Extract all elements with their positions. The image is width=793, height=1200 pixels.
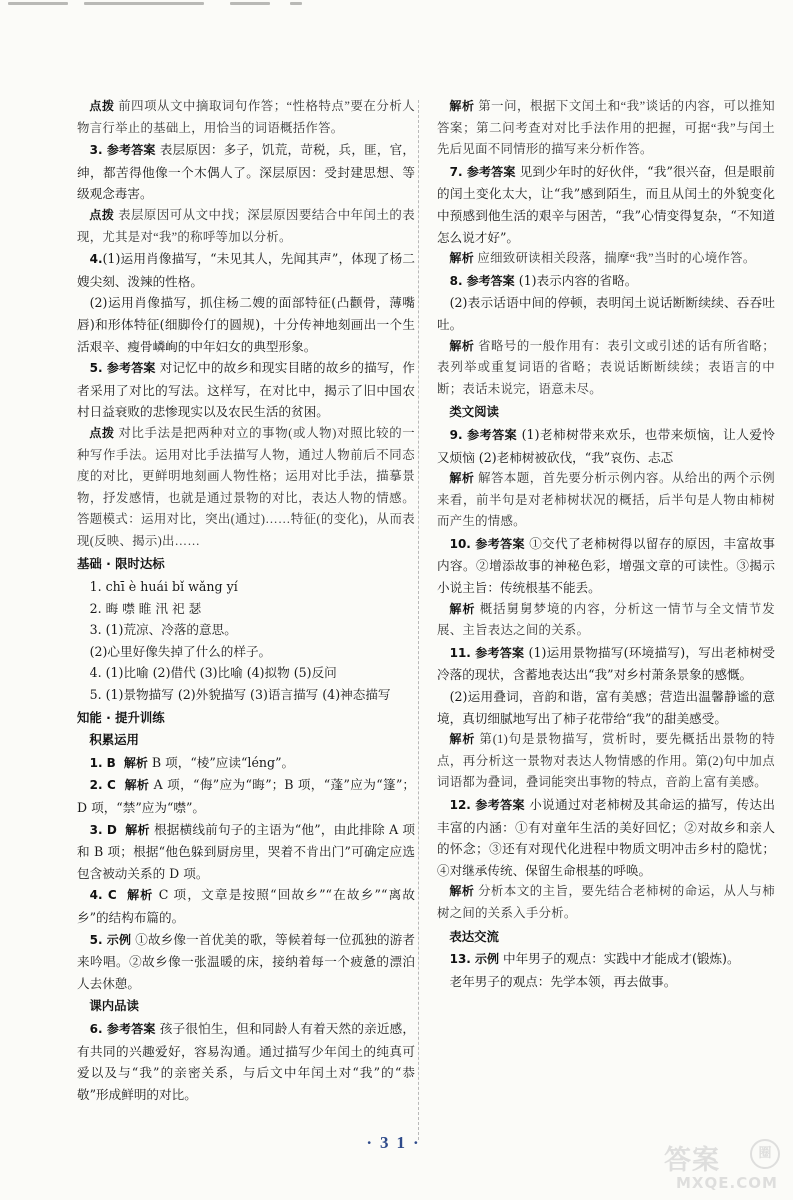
analysis-label: 解析 bbox=[449, 471, 475, 486]
answer-text: 省略号的一般作用有：表引文或引述的话有所省略；表列举或重复词语的省略；表说话断断续续；表语言的中断；表话未说完，语意未尽。 bbox=[437, 338, 775, 396]
answer-r10 bbox=[437, 599, 775, 642]
answer-label: 5. 示例 bbox=[89, 932, 132, 947]
section-heading: 知能 · 提升训练 bbox=[77, 709, 165, 725]
answer-a6 bbox=[77, 1018, 415, 1105]
answer-text: 孩子很怕生，但和同龄人有着天然的亲近感，有共同的兴趣爱好，容易沟通。通过描写少年闰土的纯真可爱以及与“我”的亲密关系，与后文中年闰土对“我”的“恭敬”形成鲜明的对比。 bbox=[77, 1020, 416, 1102]
answer-text: (2)运用叠词，音韵和谐，富有美感；营造出温馨静谧的意境，真切细腻地写出了柿子花带给“我”的甜美感受。 bbox=[437, 689, 775, 726]
answer-label: 12. 参考答案 bbox=[449, 798, 525, 812]
answer-label: 13. 示例 bbox=[449, 952, 500, 967]
answer-text: 应细致研读相关段落，揣摩“我”当时的心境作答。 bbox=[477, 251, 756, 266]
analysis-label: 解析 bbox=[449, 251, 474, 266]
answer-label: 9. 参考答案 bbox=[449, 427, 518, 442]
answer-label: 1. B bbox=[89, 755, 116, 770]
answer-text: (1)运用景物描写(环境描写)，写出老柿树受冷落的现状，含蓄地表达出“我”对乡村萧条景象的感慨。 bbox=[437, 644, 776, 683]
watermark-url: MXQE.COM bbox=[676, 1174, 778, 1192]
answer-label: 10. 参考答案 bbox=[449, 536, 525, 551]
answer-text: 解答本题，首先要分析示例内容。从给出的两个示例来看，前半句是对老柿树状况的概括，后半句是人物由柿树而产生的情感。 bbox=[437, 471, 775, 529]
answer-q1: 1. chī è huái bǐ wǎng yí bbox=[89, 579, 238, 595]
answer-r1 bbox=[437, 96, 775, 161]
subsection-heading: 类文阅读 bbox=[449, 404, 499, 420]
subsection-heading: 课内品读 bbox=[89, 998, 139, 1014]
right-column bbox=[437, 96, 775, 992]
answer-text: 对记忆中的故乡和现实目睹的故乡的描写，作者采用了对比的写法。这样写，在对比中，揭示了旧中国农村日益衰败的悲惨现实以及农民生活的贫困。 bbox=[77, 360, 416, 420]
answer-r15 bbox=[437, 881, 775, 924]
watermark-badge: 圈 bbox=[750, 1139, 780, 1169]
answer-p6 bbox=[77, 357, 415, 423]
answer-label: 3. 参考答案 bbox=[89, 143, 156, 158]
answer-r9 bbox=[437, 533, 775, 599]
answer-text: (1)老柿树带来欢乐，也带来烦恼，让人爱怜又烦恼 (2)老柿树被砍伐，“我”哀伤、忐忑 bbox=[437, 426, 775, 465]
answer-label: 4. C bbox=[89, 888, 117, 903]
answer-text: 前四项从文中摘取词句作答；“性格特点”要在分析人物言行举止的基础上，用恰当的词语概括作答。 bbox=[77, 99, 415, 135]
answer-text: 根据横线前句子的主语为“他”，由此排除 A 项和 B 项；根据“他色躲到厨房里，哭着不肯出门”可确定应选包含被动关系的 D 项。 bbox=[77, 821, 415, 881]
answer-label: 2. C bbox=[89, 778, 116, 793]
analysis-label: 解析 bbox=[449, 732, 476, 747]
answer-label: 4. bbox=[89, 252, 103, 267]
answer-text: 第一问，根据下文闰土和“我”谈话的内容，可以推知答案；第二问考查对对比手法作用的把握，可据“我”与闰土先后见面不同情形的描写来分析作答。 bbox=[437, 99, 775, 157]
column-divider bbox=[418, 100, 419, 1140]
answer-p4 bbox=[77, 248, 415, 292]
answer-p1 bbox=[77, 96, 415, 139]
answer-r8 bbox=[437, 468, 775, 533]
answer-label: 3. D bbox=[89, 822, 117, 837]
answer-r12 bbox=[437, 686, 775, 729]
left-column bbox=[77, 96, 415, 1105]
answer-a2 bbox=[77, 774, 415, 818]
answer-text: 表层原因：多子，饥荒，苛税，兵，匪，官，绅，都苦得他像一个木偶人了。深层原因：受封建思想、等级观念毒害。 bbox=[77, 142, 416, 202]
analysis-label: 解析 bbox=[449, 99, 475, 113]
answer-text: (1)运用肖像描写，“未见其人，先闻其声”，体现了杨二嫂尖刻、泼辣的性格。 bbox=[77, 251, 415, 289]
answer-label: 11. 参考答案 bbox=[449, 645, 525, 660]
answer-text: B 项，“棱”应读“léng”。 bbox=[151, 754, 295, 770]
watermark-text: 答案 bbox=[664, 1145, 720, 1176]
answer-text: 第(1)句是景物描写，赏析时，要先概括出景物的特点，再分析这一景物对表达人物情感的作用。第(2)句中加点词语都为叠词，叠词能突出事物的特点，音韵上富有美感。 bbox=[437, 732, 775, 790]
answer-p3 bbox=[77, 205, 415, 248]
answer-label: 5. 参考答案 bbox=[89, 361, 156, 376]
answer-r6 bbox=[437, 336, 775, 401]
answer-q3b: (2)心里好像失掉了什么的样子。 bbox=[89, 643, 272, 659]
answer-r7 bbox=[437, 424, 775, 468]
answer-q4: 4. (1)比喻 (2)借代 (3)比喻 (4)拟物 (5)反问 bbox=[89, 665, 337, 681]
answer-label: 7. 参考答案 bbox=[449, 164, 516, 179]
answer-text: 见到少年时的好伙伴，“我”很兴奋，但是眼前的闰土变化太大，让“我”感到陌生，而且从闰土的外貌变化中预感到他生活的艰辛与困苦，“我”心情变得复杂，“不知道怎么说才好”。 bbox=[437, 163, 775, 245]
page-number: ·31· bbox=[366, 1133, 427, 1152]
page-number-value: 31 bbox=[380, 1133, 413, 1152]
answer-text: C 项，文章是按照“回故乡”“在故乡”“离故乡”的结构布篇的。 bbox=[77, 887, 415, 925]
answer-text: (2)表示话语中间的停顿，表明闰土说话断断续续、吞吞吐吐。 bbox=[437, 295, 775, 332]
analysis-label: 解析 bbox=[127, 888, 154, 903]
answer-r3 bbox=[437, 248, 775, 270]
answer-text: 表层原因可从文中找；深层原因要结合中年闰土的表现，尤其是对“我”的称呼等加以分析。 bbox=[77, 207, 415, 244]
analysis-label: 解析 bbox=[449, 601, 476, 616]
answer-text: (2)运用肖像描写，抓住杨二嫂的面部特征(凸颧骨，薄嘴唇)和形体特征(细脚伶仃的圆规)，十分传神地刻画出一个生活艰辛、瘦骨嶙峋的中年妇女的典型形象。 bbox=[77, 295, 415, 354]
section-heading: 基础 · 限时达标 bbox=[77, 556, 165, 572]
tip-label: 点拨 bbox=[89, 425, 115, 440]
answer-label: 8. 参考答案 bbox=[449, 273, 515, 288]
answer-text: A 项，“侮”应为“晦”；B 项，“蓬”应为“篷”；D 项，“禁”应为“噤”。 bbox=[77, 777, 415, 815]
answer-text: ①故乡像一首优美的歌，等候着每一位孤独的游者来吟唱。②故乡像一张温暖的床，接纳着每一个疲惫的漂泊人去休憩。 bbox=[77, 931, 415, 991]
answer-r13 bbox=[437, 729, 775, 794]
tip-label: 点拨 bbox=[89, 207, 115, 222]
answer-text: 中年男子的观点：实践中才能成才(锻炼)。 bbox=[503, 951, 740, 967]
answer-text: 概括舅舅梦境的内容，分析这一情节与全文情节发展、主旨表达之间的关系。 bbox=[437, 601, 775, 638]
answer-r17 bbox=[437, 971, 775, 993]
tip-label: 点拨 bbox=[89, 99, 115, 113]
analysis-label: 解析 bbox=[125, 822, 150, 837]
answer-r14 bbox=[437, 794, 775, 881]
answer-text: (1)表示内容的省略。 bbox=[518, 272, 638, 288]
answer-a1 bbox=[77, 752, 415, 775]
top-scan-strip bbox=[0, 0, 793, 14]
subsection-heading: 表达交流 bbox=[449, 928, 499, 944]
analysis-label: 解析 bbox=[449, 884, 475, 899]
answer-a4 bbox=[77, 884, 415, 928]
answer-text: 对比手法是把两种对立的事物(或人物)对照比较的一种写作手法。运用对比手法描写人物，通过人物前后不同态度的对比，更鲜明地刻画人物性格；运用对比手法，描摹景物，抒发感情，也就是通过景物的对比，表达人物的情感。答题模式：运用对比，突出(通过)……特征(的变化)，从而表现(反映、揭示)出…… bbox=[77, 425, 415, 548]
answer-p2 bbox=[77, 139, 415, 205]
answer-r2 bbox=[437, 161, 775, 248]
answer-text: 分析本文的主旨，要先结合老柿树的命运，从人与柿树之间的关系入手分析。 bbox=[437, 884, 775, 920]
answer-r4 bbox=[437, 270, 775, 293]
answer-text: 小说通过对老柿树及其命运的描写，传达出丰富的内涵：①有对童年生活的美好回忆；②对故乡和亲人的怀念；③还有对现代化进程中物质文明冲击乡村的隐忧；④对继承传统、保留生命根基的呼唤。 bbox=[437, 797, 776, 878]
answer-q3: 3. (1)荒凉、冷落的意思。 bbox=[89, 622, 237, 638]
answer-a3 bbox=[77, 819, 415, 885]
answer-p7 bbox=[77, 423, 415, 553]
answer-label: 6. 参考答案 bbox=[89, 1021, 156, 1036]
answer-a5 bbox=[77, 929, 415, 995]
answer-text: 老年男子的观点：先学本领，再去做事。 bbox=[449, 973, 677, 989]
analysis-label: 解析 bbox=[449, 338, 475, 353]
answer-r16 bbox=[437, 948, 775, 971]
answer-text: ①交代了老柿树得以留存的原因，丰富故事内容。②增添故事的神秘色彩，增强文章的可读性。③揭示小说主旨：传统根基不能丢。 bbox=[437, 535, 776, 596]
analysis-label: 解析 bbox=[123, 755, 148, 770]
subsection-heading: 积累运用 bbox=[89, 732, 139, 748]
answer-r5 bbox=[437, 292, 775, 335]
answer-p5 bbox=[77, 292, 415, 357]
analysis-label: 解析 bbox=[124, 778, 150, 793]
answer-q2: 2. 晦 噤 睢 汛 祀 瑟 bbox=[89, 600, 202, 616]
answer-r11 bbox=[437, 642, 775, 686]
watermark bbox=[664, 1138, 782, 1198]
answer-q5: 5. (1)景物描写 (2)外貌描写 (3)语言描写 (4)神态描写 bbox=[89, 687, 391, 703]
